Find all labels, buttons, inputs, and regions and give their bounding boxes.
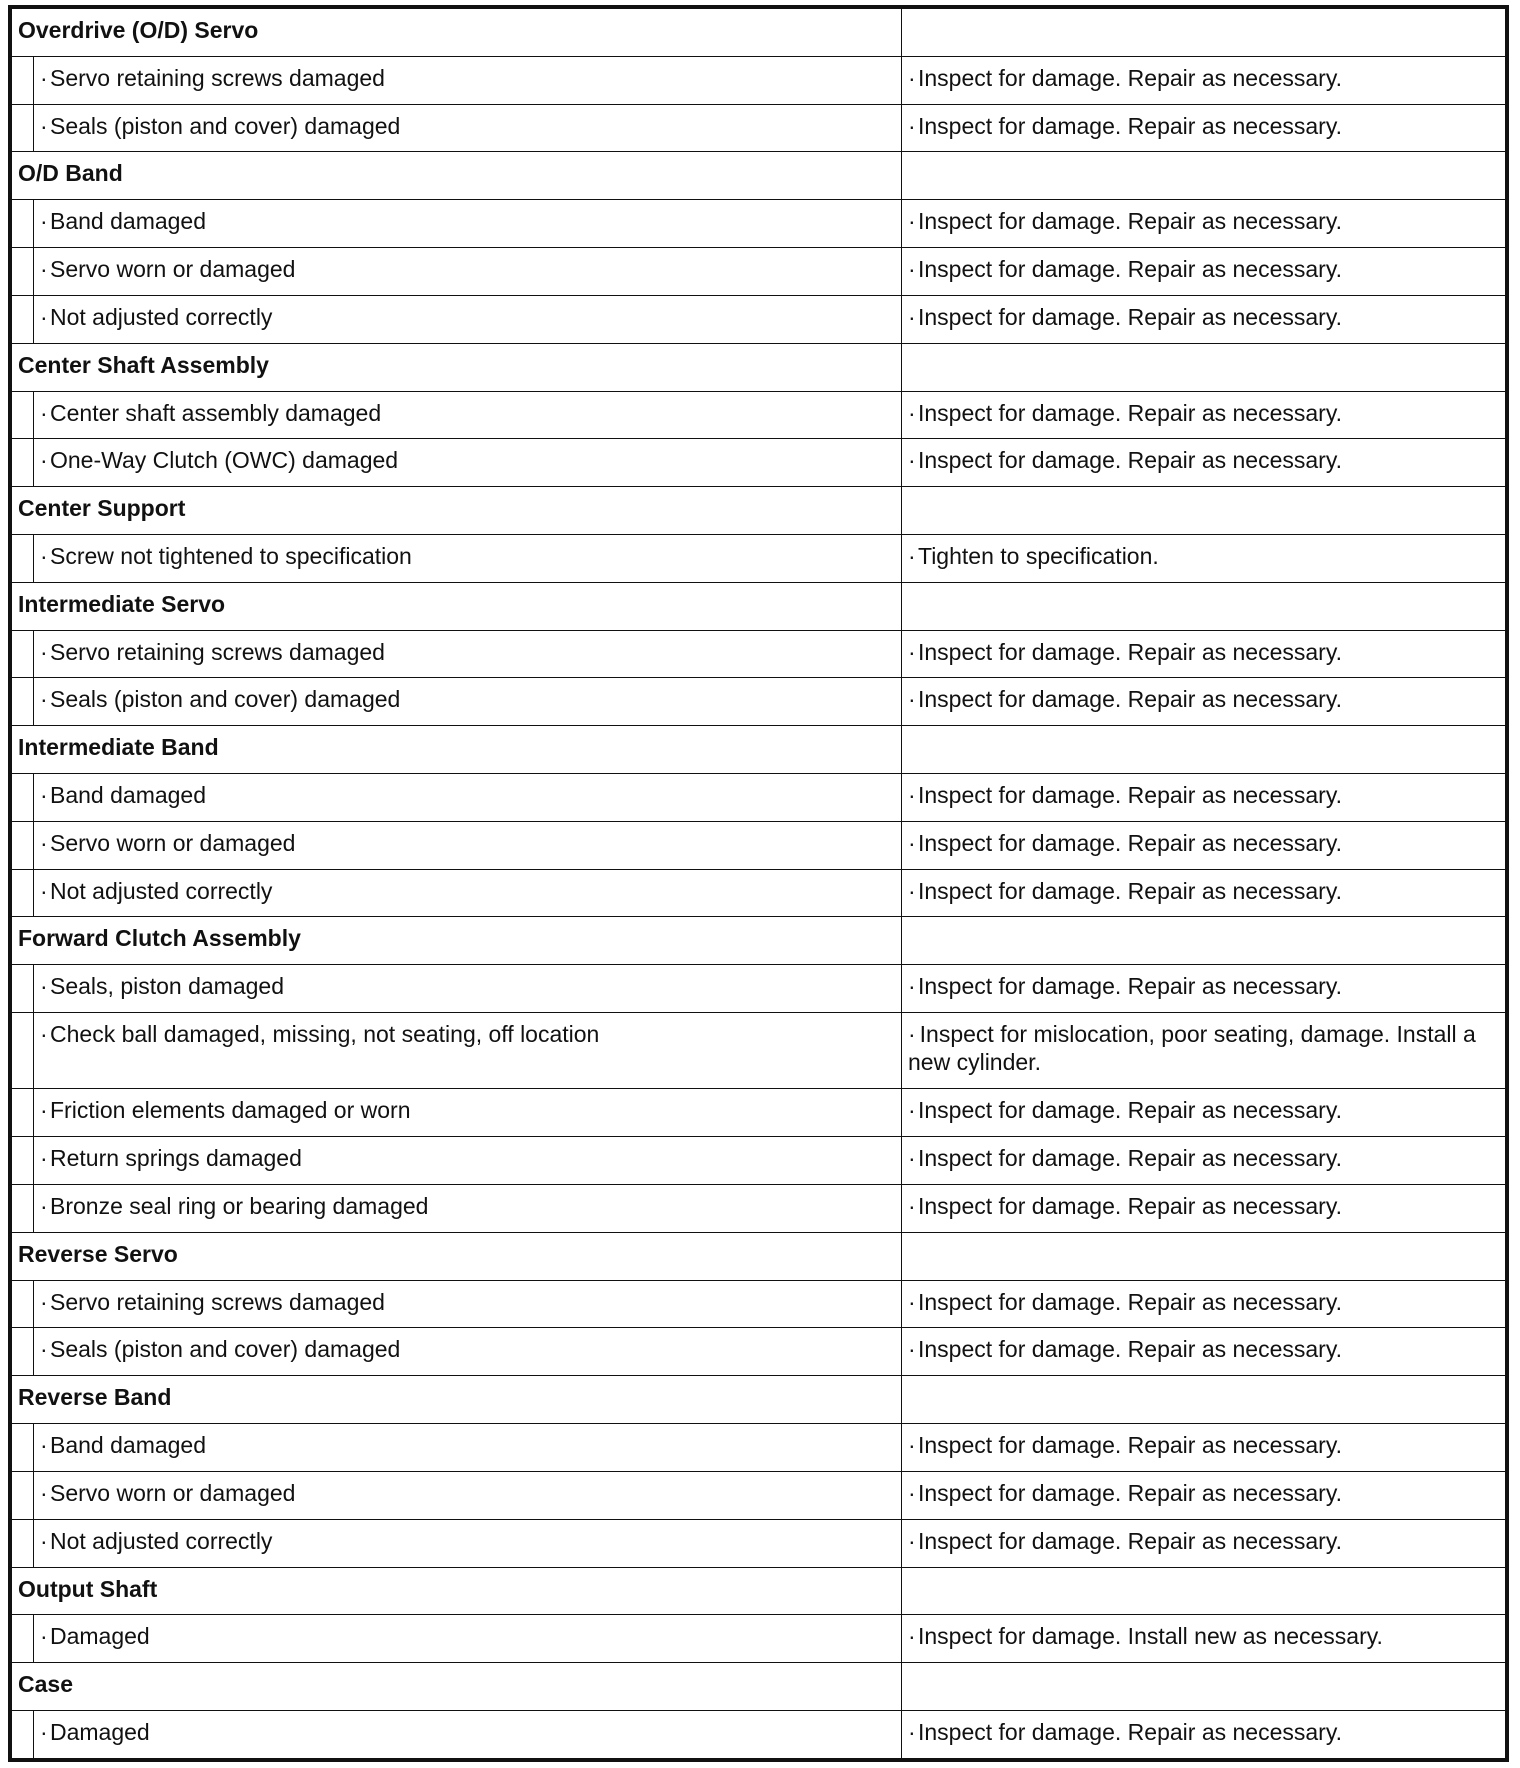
table-row — [12, 1471, 1506, 1519]
action-cell — [902, 295, 1506, 343]
action-text: Inspect for damage. Repair as necessary. — [918, 256, 1343, 283]
bullet-marker: · — [908, 112, 916, 139]
table-row — [12, 774, 1506, 822]
action-cell — [902, 104, 1506, 152]
indent-cell — [12, 869, 34, 917]
cause-cell — [34, 965, 902, 1013]
cause-cell — [34, 869, 902, 917]
table-row — [12, 439, 1506, 487]
diagnostic-table-page — [8, 5, 1509, 1762]
bullet-marker: · — [908, 1145, 916, 1172]
indent-cell — [12, 200, 34, 248]
action-cell — [902, 1089, 1506, 1137]
action-cell — [902, 1280, 1506, 1328]
action-text: Inspect for damage. Repair as necessary. — [918, 877, 1343, 904]
cause-cell — [34, 1471, 902, 1519]
section-action-cell — [902, 582, 1506, 630]
cause-cell — [34, 1280, 902, 1328]
bullet-marker: · — [40, 542, 48, 569]
table-row — [12, 821, 1506, 869]
cause-cell — [34, 1615, 902, 1663]
action-cell — [902, 821, 1506, 869]
indent-cell — [12, 1185, 34, 1233]
bullet-marker: · — [908, 973, 916, 1000]
table-row — [12, 1089, 1506, 1137]
action-text: Inspect for damage. Repair as necessary. — [918, 112, 1343, 139]
table-row — [12, 630, 1506, 678]
action-cell — [902, 1328, 1506, 1376]
bullet-marker: · — [40, 1718, 48, 1745]
cause-text: Band damaged — [50, 208, 207, 235]
cause-text: Band damaged — [50, 1432, 207, 1459]
action-cell — [902, 774, 1506, 822]
action-cell — [902, 1013, 1506, 1089]
action-text: Inspect for damage. Install new as necessary. — [918, 1623, 1383, 1650]
action-cell — [902, 1185, 1506, 1233]
action-cell — [902, 869, 1506, 917]
bullet-marker: · — [908, 1623, 916, 1650]
action-cell — [902, 439, 1506, 487]
action-text: Inspect for damage. Repair as necessary. — [918, 638, 1343, 665]
section-title: Intermediate Servo — [12, 582, 902, 630]
bullet-marker: · — [908, 1336, 916, 1363]
section-title: Reverse Servo — [12, 1232, 902, 1280]
cause-text: Seals (piston and cover) damaged — [50, 686, 401, 713]
bullet-marker: · — [40, 1193, 48, 1220]
section-title: Overdrive (O/D) Servo — [12, 9, 902, 57]
cause-text: Servo retaining screws damaged — [50, 638, 385, 665]
action-cell — [902, 630, 1506, 678]
indent-cell — [12, 1710, 34, 1758]
action-text: Inspect for damage. Repair as necessary. — [918, 686, 1343, 713]
bullet-marker: · — [908, 1479, 916, 1506]
section-header-row — [12, 487, 1506, 535]
table-row — [12, 1424, 1506, 1472]
cause-text: Check ball damaged, missing, not seating, off location — [50, 1021, 600, 1048]
bullet-marker: · — [40, 256, 48, 283]
bullet-marker: · — [908, 542, 916, 569]
table-row — [12, 1615, 1506, 1663]
action-text: Inspect for damage. Repair as necessary. — [918, 782, 1343, 808]
bullet-marker: · — [908, 877, 916, 904]
indent-cell — [12, 821, 34, 869]
table-row — [12, 1185, 1506, 1233]
section-title: Case — [12, 1663, 902, 1711]
action-cell — [902, 965, 1506, 1013]
bullet-marker: · — [908, 1097, 916, 1124]
bullet-marker: · — [908, 782, 916, 808]
action-cell — [902, 56, 1506, 104]
section-action-cell — [902, 487, 1506, 535]
cause-cell — [34, 56, 902, 104]
table-row — [12, 1137, 1506, 1185]
action-text: Inspect for damage. Repair as necessary. — [918, 1718, 1343, 1745]
action-cell — [902, 678, 1506, 726]
cause-cell — [34, 534, 902, 582]
action-cell — [902, 1615, 1506, 1663]
bullet-marker: · — [40, 829, 48, 856]
indent-cell — [12, 248, 34, 296]
bullet-marker: · — [908, 638, 916, 665]
bullet-marker: · — [40, 1623, 48, 1650]
bullet-marker: · — [908, 686, 916, 713]
indent-cell — [12, 1137, 34, 1185]
table-row — [12, 248, 1506, 296]
bullet-marker: · — [40, 782, 48, 808]
action-text: Inspect for damage. Repair as necessary. — [918, 1479, 1343, 1506]
action-text: Tighten to specification. — [918, 542, 1159, 569]
cause-cell — [34, 104, 902, 152]
indent-cell — [12, 630, 34, 678]
table-row — [12, 1328, 1506, 1376]
bullet-marker: · — [908, 447, 916, 474]
indent-cell — [12, 391, 34, 439]
bullet-marker: · — [40, 686, 48, 713]
bullet-marker: · — [40, 112, 48, 139]
indent-cell — [12, 439, 34, 487]
section-title: Center Shaft Assembly — [12, 343, 902, 391]
table-row — [12, 104, 1506, 152]
bullet-marker: · — [908, 64, 916, 91]
table-row — [12, 534, 1506, 582]
section-action-cell — [902, 917, 1506, 965]
cause-cell — [34, 678, 902, 726]
bullet-marker: · — [40, 1432, 48, 1459]
bullet-marker: · — [40, 64, 48, 91]
cause-cell — [34, 1185, 902, 1233]
cause-text: Servo worn or damaged — [50, 256, 296, 283]
table-body — [12, 9, 1506, 1759]
section-action-cell — [902, 1232, 1506, 1280]
indent-cell — [12, 56, 34, 104]
cause-cell — [34, 1424, 902, 1472]
cause-text: Damaged — [50, 1718, 150, 1745]
table-row — [12, 56, 1506, 104]
action-cell — [902, 534, 1506, 582]
indent-cell — [12, 1089, 34, 1137]
indent-cell — [12, 1424, 34, 1472]
bullet-marker: · — [40, 638, 48, 665]
bullet-marker: · — [40, 877, 48, 904]
bullet-marker: · — [40, 1097, 48, 1124]
action-cell — [902, 248, 1506, 296]
diagnostic-table — [11, 8, 1506, 1759]
table-row — [12, 1280, 1506, 1328]
action-text: Inspect for damage. Repair as necessary. — [918, 303, 1343, 330]
action-text: Inspect for damage. Repair as necessary. — [918, 208, 1343, 235]
action-text: Inspect for damage. Repair as necessary. — [918, 447, 1343, 474]
cause-text: Servo worn or damaged — [50, 1479, 296, 1506]
indent-cell — [12, 1519, 34, 1567]
action-text: Inspect for damage. Repair as necessary. — [918, 1527, 1343, 1554]
bullet-marker: · — [40, 1479, 48, 1506]
cause-text: Servo retaining screws damaged — [50, 64, 385, 91]
bullet-marker: · — [908, 256, 916, 283]
cause-cell — [34, 391, 902, 439]
section-action-cell — [902, 1567, 1506, 1615]
indent-cell — [12, 295, 34, 343]
section-action-cell — [902, 9, 1506, 57]
indent-cell — [12, 774, 34, 822]
table-row — [12, 869, 1506, 917]
table-row — [12, 1013, 1506, 1089]
cause-cell — [34, 1519, 902, 1567]
cause-cell — [34, 1013, 902, 1089]
indent-cell — [12, 1280, 34, 1328]
action-cell — [902, 1424, 1506, 1472]
cause-cell — [34, 200, 902, 248]
bullet-marker: · — [908, 1288, 916, 1315]
cause-cell — [34, 821, 902, 869]
bullet-marker: · — [908, 1432, 916, 1459]
cause-text: Screw not tightened to specification — [50, 542, 412, 569]
action-text: Inspect for damage. Repair as necessary. — [918, 64, 1343, 91]
section-action-cell — [902, 343, 1506, 391]
action-text: Inspect for damage. Repair as necessary. — [918, 1432, 1343, 1459]
table-row — [12, 678, 1506, 726]
cause-cell — [34, 1089, 902, 1137]
section-header-row — [12, 1376, 1506, 1424]
cause-text: Seals (piston and cover) damaged — [50, 112, 401, 139]
bullet-marker: · — [40, 1336, 48, 1363]
bullet-marker: · — [40, 208, 48, 235]
action-cell — [902, 200, 1506, 248]
cause-cell — [34, 630, 902, 678]
cause-cell — [34, 774, 902, 822]
action-text: Inspect for damage. Repair as necessary. — [918, 1193, 1343, 1220]
cause-cell — [34, 1137, 902, 1185]
section-header-row — [12, 343, 1506, 391]
cause-text: Seals (piston and cover) damaged — [50, 1336, 401, 1363]
section-action-cell — [902, 1663, 1506, 1711]
section-header-row — [12, 582, 1506, 630]
indent-cell — [12, 1013, 34, 1089]
action-text: Inspect for damage. Repair as necessary. — [918, 1336, 1343, 1363]
action-text: Inspect for damage. Repair as necessary. — [918, 1097, 1343, 1124]
bullet-marker: · — [908, 829, 916, 856]
section-header-row — [12, 1567, 1506, 1615]
action-cell — [902, 1710, 1506, 1758]
cause-text: Servo worn or damaged — [50, 829, 296, 856]
table-row — [12, 200, 1506, 248]
action-text: Inspect for damage. Repair as necessary. — [918, 829, 1343, 856]
table-row — [12, 1710, 1506, 1758]
section-title: Center Support — [12, 487, 902, 535]
indent-cell — [12, 678, 34, 726]
bullet-marker: · — [40, 1145, 48, 1172]
bullet-marker: · — [40, 303, 48, 330]
action-text: Inspect for damage. Repair as necessary. — [918, 399, 1343, 426]
cause-cell — [34, 295, 902, 343]
action-cell — [902, 1137, 1506, 1185]
cause-text: Return springs damaged — [50, 1145, 302, 1172]
cause-text: Servo retaining screws damaged — [50, 1288, 385, 1315]
bullet-marker: · — [40, 1021, 48, 1048]
bullet-marker: · — [908, 399, 916, 426]
section-action-cell — [902, 152, 1506, 200]
action-cell — [902, 1519, 1506, 1567]
indent-cell — [12, 1471, 34, 1519]
table-row — [12, 1519, 1506, 1567]
cause-text: Seals, piston damaged — [50, 973, 284, 1000]
section-title: Output Shaft — [12, 1567, 902, 1615]
section-title: O/D Band — [12, 152, 902, 200]
action-cell — [902, 391, 1506, 439]
cause-text: Not adjusted correctly — [50, 303, 273, 330]
cause-cell — [34, 1328, 902, 1376]
section-header-row — [12, 1232, 1506, 1280]
cause-text: Center shaft assembly damaged — [50, 399, 382, 426]
action-text: Inspect for damage. Repair as necessary. — [918, 1145, 1343, 1172]
cause-text: One-Way Clutch (OWC) damaged — [50, 447, 399, 474]
cause-text: Not adjusted correctly — [50, 877, 273, 904]
action-cell — [902, 1471, 1506, 1519]
indent-cell — [12, 965, 34, 1013]
section-header-row — [12, 1663, 1506, 1711]
section-header-row — [12, 917, 1506, 965]
bullet-marker: · — [40, 399, 48, 426]
indent-cell — [12, 1328, 34, 1376]
table-row — [12, 391, 1506, 439]
bullet-marker: · — [908, 1527, 916, 1554]
bullet-marker: · — [908, 303, 916, 330]
section-header-row — [12, 726, 1506, 774]
section-header-row — [12, 152, 1506, 200]
section-title: Reverse Band — [12, 1376, 902, 1424]
cause-cell — [34, 1710, 902, 1758]
bullet-marker: · — [40, 1288, 48, 1315]
bullet-marker: · — [40, 447, 48, 474]
bullet-marker: · — [908, 208, 916, 235]
section-title: Forward Clutch Assembly — [12, 917, 902, 965]
indent-cell — [12, 534, 34, 582]
bullet-marker: · — [908, 1193, 916, 1220]
table-row — [12, 295, 1506, 343]
bullet-marker: · — [908, 1718, 916, 1745]
section-title: Intermediate Band — [12, 726, 902, 774]
cause-text: Damaged — [50, 1623, 150, 1650]
indent-cell — [12, 104, 34, 152]
bullet-marker: · — [908, 1021, 916, 1048]
indent-cell — [12, 1615, 34, 1663]
bullet-marker: · — [40, 973, 48, 1000]
cause-text: Band damaged — [50, 782, 207, 808]
section-header-row — [12, 9, 1506, 57]
cause-text: Not adjusted correctly — [50, 1527, 273, 1554]
section-action-cell — [902, 1376, 1506, 1424]
action-text: Inspect for damage. Repair as necessary. — [918, 1288, 1343, 1315]
cause-text: Friction elements damaged or worn — [50, 1097, 411, 1124]
cause-text: Bronze seal ring or bearing damaged — [50, 1193, 429, 1220]
action-text: Inspect for mislocation, poor seating, damage. Install a new cylinder. — [908, 1021, 1476, 1076]
cause-cell — [34, 439, 902, 487]
section-action-cell — [902, 726, 1506, 774]
cause-cell — [34, 248, 902, 296]
bullet-marker: · — [40, 1527, 48, 1554]
action-text: Inspect for damage. Repair as necessary. — [918, 973, 1343, 1000]
table-row — [12, 965, 1506, 1013]
